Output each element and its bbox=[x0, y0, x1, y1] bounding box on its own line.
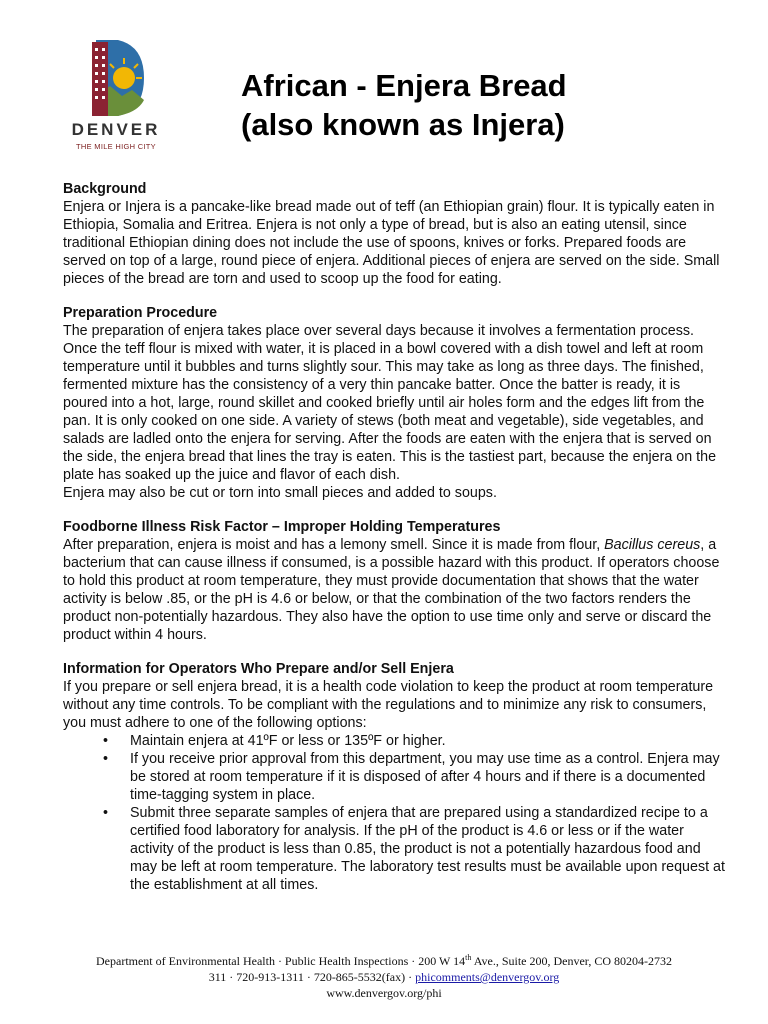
risk-heading: Foodborne Illness Risk Factor – Improper Holding Temperatures bbox=[63, 519, 501, 535]
denver-logo bbox=[62, 40, 170, 158]
page-footer bbox=[0, 953, 768, 1001]
bullet-icon: • bbox=[103, 733, 109, 749]
bullet-text: Maintain enjera at 41ºF or less or 135ºF or higher. bbox=[130, 733, 446, 749]
logo-tagline: THE MILE HIGH CITY bbox=[76, 142, 156, 151]
footer-contact bbox=[0, 969, 768, 985]
preparation-text: The preparation of enjera takes place over several days because it involves a fermentation process. Once the teff flour is mixed with water, it is placed in a bowl covered with a dish towel and left at room temperature until it bubbles and turns slightly sour. This may take as long as three days. The finished, fermented mixture has the consistency of a very thin pancake batter. Once the batter is ready, it is poured into a hot, large, round skillet and cooked briefly until air holes form and the edges lift from the pan. It is only cooked on one side. A variety of stews (both meat and vegetable), side vegetables, and salads are ladled onto the enjera for serving. After the foods are eaten with the enjera that is served on the side, the enjera bread that lines the tray is eaten. This is the tastiest part, because the enjera on the plate has soaked up the juice and flavor of each dish. bbox=[63, 323, 717, 483]
risk-text bbox=[63, 536, 725, 644]
page-title bbox=[241, 66, 567, 144]
risk-section bbox=[63, 518, 725, 644]
footer-address bbox=[0, 953, 768, 969]
risk-organism: Bacillus cereus bbox=[604, 537, 701, 553]
footer-website[interactable]: www.denvergov.org/phi bbox=[326, 986, 442, 1000]
logo-wordmark: DENVER bbox=[71, 120, 161, 139]
footer-phones: 311 · 720-913-1311 · 720-865-5532(fax) · bbox=[208, 970, 416, 984]
bullet-text: If you receive prior approval from this department, you may use time as a control. Enjera may be stored at room temperature if it is disposed of after 4 hours and if there is a documented time-tagging system in place. bbox=[130, 751, 720, 803]
bullet-icon: • bbox=[103, 751, 109, 767]
operators-heading: Information for Operators Who Prepare and/or Sell Enjera bbox=[63, 661, 454, 677]
operators-text: If you prepare or sell enjera bread, it is a health code violation to keep the product at room temperature without any time controls. To be compliant with the regulations and to minimize any risk to consumers, you must adhere to one of the following options: bbox=[63, 679, 714, 731]
operators-section bbox=[63, 660, 725, 894]
bullet-text: Submit three separate samples of enjera that are prepared using a standardized recipe to a certified food laboratory for analysis. If the pH of the product is 4.6 or less or if the water activity of the product is less than 0.85, the product is not a potentially hazardous food and may be left at room temperature. The laboratory test results must be available upon request at the establishment at all times. bbox=[130, 805, 725, 893]
list-item bbox=[63, 750, 725, 804]
background-text: Enjera or Injera is a pancake-like bread made out of teff (an Ethiopian grain) flour. It is typically eaten in Ethiopia, Somalia and Eritrea. Enjera is not only a type of bread, but is also an eating utensil, since traditional Ethiopian dining does not include the use of spoons, knives or forks. Prepared foods are served on top of a large, round piece of enjera. Additional pieces of enjera are served on the side. Small pieces of the bread are torn and used to scoop up the food for eating. bbox=[63, 199, 720, 287]
background-section bbox=[63, 180, 725, 288]
preparation-text-soups: Enjera may also be cut or torn into small pieces and added to soups. bbox=[63, 485, 497, 501]
title-line-2: (also known as Injera) bbox=[241, 107, 565, 142]
risk-text-before: After preparation, enjera is moist and has a lemony smell. Since it is made from flour, bbox=[63, 537, 605, 553]
risk-text-after: , a bacterium that can cause illness if consumed, is a possible hazard with this product. If operators choose to hold this product at room temperature, they must provide documentation that shows that the water activity is below .85, or the pH is 4.6 or below, or that the combination of the two factors renders the product non-potentially hazardous. They also have the option to use time only and serve or discard the product within 4 hours. bbox=[63, 537, 720, 643]
preparation-heading: Preparation Procedure bbox=[63, 305, 218, 321]
footer-address-start: Department of Environmental Health · Public Health Inspections · 200 W 14 bbox=[96, 954, 466, 968]
background-heading: Background bbox=[63, 181, 147, 197]
operator-options-list bbox=[63, 732, 725, 894]
footer-address-sup: th bbox=[465, 953, 472, 962]
bullet-icon: • bbox=[103, 805, 109, 821]
denver-logo-icon bbox=[88, 40, 146, 118]
preparation-section bbox=[63, 304, 725, 502]
title-line-1: African - Enjera Bread bbox=[241, 68, 567, 103]
document-body bbox=[63, 180, 725, 910]
footer-address-end: Ave., Suite 200, Denver, CO 80204-2732 bbox=[471, 954, 672, 968]
list-item bbox=[63, 804, 725, 894]
list-item bbox=[63, 732, 725, 750]
footer-email-link[interactable]: phicomments@denvergov.org bbox=[415, 970, 560, 984]
